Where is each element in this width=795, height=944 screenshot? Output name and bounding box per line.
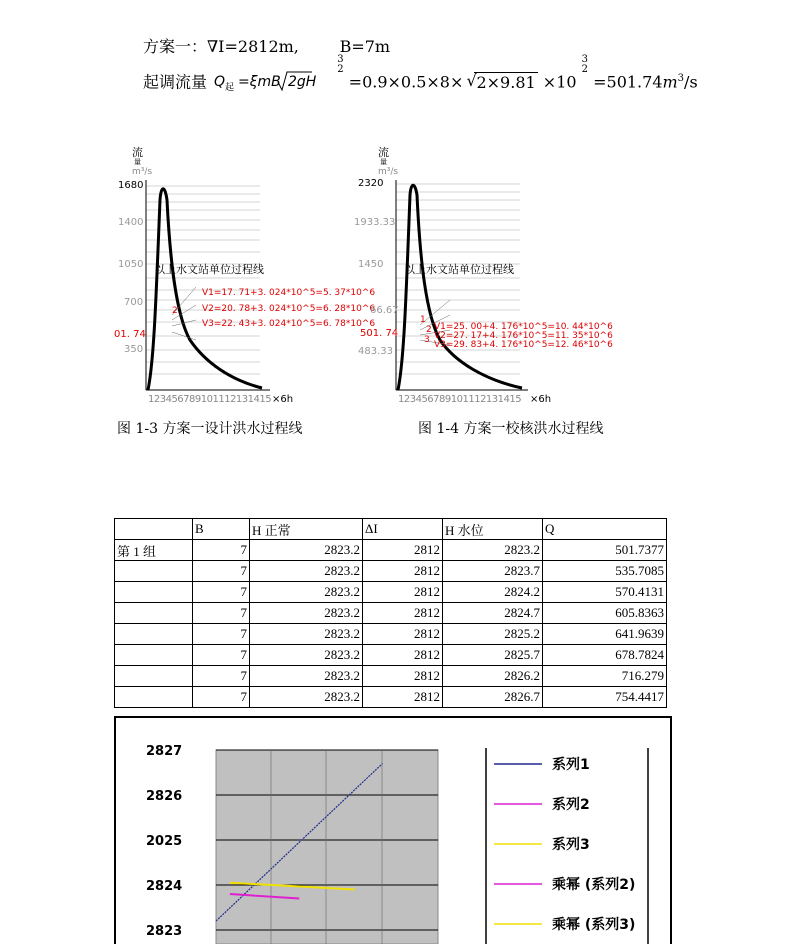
left-figure-caption: 图 1-3 方案一设计洪水过程线 [117, 421, 303, 437]
svg-text:2gH: 2gH [288, 74, 317, 90]
formula-symbols [212, 68, 332, 98]
right-title: 以上水文站单位过程线 [404, 263, 514, 276]
table-cell [115, 687, 193, 708]
right-v3: V3=29. 83+4. 176*10^5=12. 46*10^6 [434, 340, 613, 350]
unit-exponent: 3 [677, 73, 685, 85]
flow-table [114, 518, 667, 708]
table-cell: 2823.2 [250, 582, 363, 603]
table-cell: 2826.2 [443, 666, 543, 687]
table-cell: 7 [193, 582, 250, 603]
exp-denominator: 2 [337, 63, 344, 75]
embedded-chart [114, 716, 672, 944]
left-xticks: 123456789101112131415 [148, 394, 272, 405]
table-cell: 7 [193, 624, 250, 645]
table-cell: 2812 [363, 687, 443, 708]
formula-rhs: =0.9×0.5×8× [348, 72, 464, 92]
table-cell: 2812 [363, 540, 443, 561]
right-ytick-2320: 2320 [358, 178, 384, 189]
right-ytick-483: 483.33 [358, 346, 393, 357]
left-ytick-1400: 1400 [118, 217, 144, 228]
right-xticks: 123456789101112131415 [398, 394, 522, 405]
left-title: 以上水文站单位过程线 [154, 263, 264, 276]
table-row [115, 666, 667, 687]
right-ylabel-2: 量 [380, 158, 387, 166]
table-header-cell: H 水位 [443, 519, 543, 540]
legend-label: 系列1 [552, 757, 590, 773]
table-row [115, 561, 667, 582]
legend-label: 乘幂 (系列2) [552, 877, 636, 893]
table-row [115, 540, 667, 561]
left-v1: V1=17. 71+3. 024*10^5=5. 37*10^6 [202, 288, 376, 298]
right-ytick-501: 501. 74 [360, 328, 399, 339]
table-cell: 2812 [363, 624, 443, 645]
power-exp-numerator: 3 [581, 53, 589, 65]
formula-line: 起调流量 Q 起 =ξmB 2gH 3 2 =0.9×0.5×8× √ 2×9.81 ×10 3 $2 =501.74m^3/s$ [143, 68, 698, 98]
table-cell: 605.8363 [543, 603, 667, 624]
scheme-heading: 方案一：∇I=2812m, B=7m [143, 37, 391, 56]
left-v2: V2=20. 78+3. 024*10^5=6. 28*10^6 [202, 304, 376, 314]
chart-svg [116, 718, 670, 944]
right-ytick-1450: 1450 [358, 259, 384, 270]
table-cell [115, 582, 193, 603]
table-cell: 2812 [363, 603, 443, 624]
svg-text:Q: Q [214, 74, 226, 90]
left-ytick-501: 01. 74 [114, 329, 146, 340]
left-gridlines [146, 186, 260, 374]
formula-result: =501.74 [593, 72, 663, 92]
table-cell: 2823.2 [250, 603, 363, 624]
formula-prefix: 起调流量 [143, 72, 208, 92]
table-cell: 7 [193, 687, 250, 708]
table-cell: 2824.7 [443, 603, 543, 624]
right-marker-3: 3 [424, 335, 430, 345]
chart-ytick-label: 2826 [146, 789, 183, 804]
unit-m: m [662, 72, 678, 92]
table-cell: 2823.2 [443, 540, 543, 561]
power-exp-denominator: 2 [581, 63, 589, 75]
table-cell: 535.7085 [543, 561, 667, 582]
right-figure-caption: 图 1-4 方案一校核洪水过程线 [418, 421, 604, 437]
table-cell: 570.4131 [543, 582, 667, 603]
left-ylabel-1: 流 [132, 146, 143, 159]
table-header-cell: Q [543, 519, 667, 540]
right-hydrograph-curve [398, 185, 522, 390]
check-flood-hydrograph [350, 140, 650, 410]
svg-text:=ξmB: =ξmB [238, 74, 281, 90]
table-cell [115, 624, 193, 645]
table-cell: 641.9639 [543, 624, 667, 645]
exp-numerator: 3 [337, 53, 344, 65]
left-ylabel-3: m³/s [132, 167, 153, 177]
table-row [115, 624, 667, 645]
table-cell: 2825.7 [443, 645, 543, 666]
svg-text:起: 起 [225, 83, 235, 93]
table-cell: 7 [193, 645, 250, 666]
chart-ytick-label: 2824 [146, 879, 183, 894]
table-cell [115, 561, 193, 582]
left-ytick-1680: 1680 [118, 180, 144, 191]
left-xunit: ×6h [272, 394, 294, 405]
table-cell: 754.4417 [543, 687, 667, 708]
table-cell: 第 1 组 [115, 540, 193, 561]
table-cell [115, 666, 193, 687]
sqrt-content: 2×9.81 [476, 72, 536, 92]
legend-label: 乘幂 (系列3) [552, 917, 636, 933]
design-flood-hydrograph [110, 140, 380, 410]
unit-tail: /s [684, 72, 698, 92]
table-header-cell: ΔI [363, 519, 443, 540]
table-cell: 2823.2 [250, 624, 363, 645]
chart-ytick-label: 2025 [146, 834, 183, 849]
right-xunit: ×6h [530, 394, 552, 405]
left-ytick-700: 700 [124, 297, 144, 308]
table-cell: 7 [193, 666, 250, 687]
table-cell: 2823.7 [443, 561, 543, 582]
right-v1: V1=25. 00+4. 176*10^5=10. 44*10^6 [434, 322, 613, 332]
table-cell: 2825.2 [443, 624, 543, 645]
table-cell: 2824.2 [443, 582, 543, 603]
legend-label: 系列2 [552, 797, 590, 813]
chart-ytick-label: 2823 [146, 924, 183, 939]
table-cell [115, 603, 193, 624]
chart-ytick-label: 2827 [146, 744, 183, 759]
left-marker: 2 [172, 306, 178, 316]
power-base: ×10 [542, 72, 577, 92]
left-ytick-1050: 1050 [118, 259, 144, 270]
table-row [115, 687, 667, 708]
table-row [115, 582, 667, 603]
table-header-cell: B [193, 519, 250, 540]
chart-legend [494, 756, 635, 933]
right-ytick-1933: 1933.33 [354, 217, 396, 228]
table-cell: 2812 [363, 582, 443, 603]
table-cell: 2812 [363, 645, 443, 666]
table-cell: 2823.2 [250, 540, 363, 561]
legend-label: 系列3 [552, 837, 590, 853]
table-cell: 501.7377 [543, 540, 667, 561]
chart-yticks [146, 744, 182, 939]
right-ylabel-3: m³/s [378, 167, 399, 177]
table-header-row [115, 519, 667, 540]
table-cell [115, 645, 193, 666]
table-header-cell [115, 519, 193, 540]
plot-area [216, 750, 438, 944]
table-cell: 716.279 [543, 666, 667, 687]
right-marker-1: 1 [420, 315, 426, 325]
table-cell: 2823.2 [250, 645, 363, 666]
table-cell: 7 [193, 603, 250, 624]
table-cell: 2823.2 [250, 561, 363, 582]
table-cell: 2812 [363, 666, 443, 687]
table-cell: 7 [193, 540, 250, 561]
right-marker-2: 2 [426, 325, 432, 335]
left-ylabel-2: 量 [134, 158, 141, 166]
right-v2: V2=27. 17+4. 176*10^5=11. 35*10^6 [434, 331, 613, 341]
table-cell: 7 [193, 561, 250, 582]
table-row [115, 645, 667, 666]
table-cell: 2823.2 [250, 666, 363, 687]
table-cell: 2823.2 [250, 687, 363, 708]
left-ytick-350: 350 [124, 344, 144, 355]
table-cell: 2812 [363, 561, 443, 582]
table-header-cell: H 正常 [250, 519, 363, 540]
table-cell: 678.7824 [543, 645, 667, 666]
table-cell: 2826.7 [443, 687, 543, 708]
left-v3: V3=22. 43+3. 024*10^5=6. 78*10^6 [202, 319, 376, 329]
right-ytick-966: 66.67 [370, 305, 399, 316]
right-ylabel-1: 流 [378, 146, 389, 159]
table-row [115, 603, 667, 624]
